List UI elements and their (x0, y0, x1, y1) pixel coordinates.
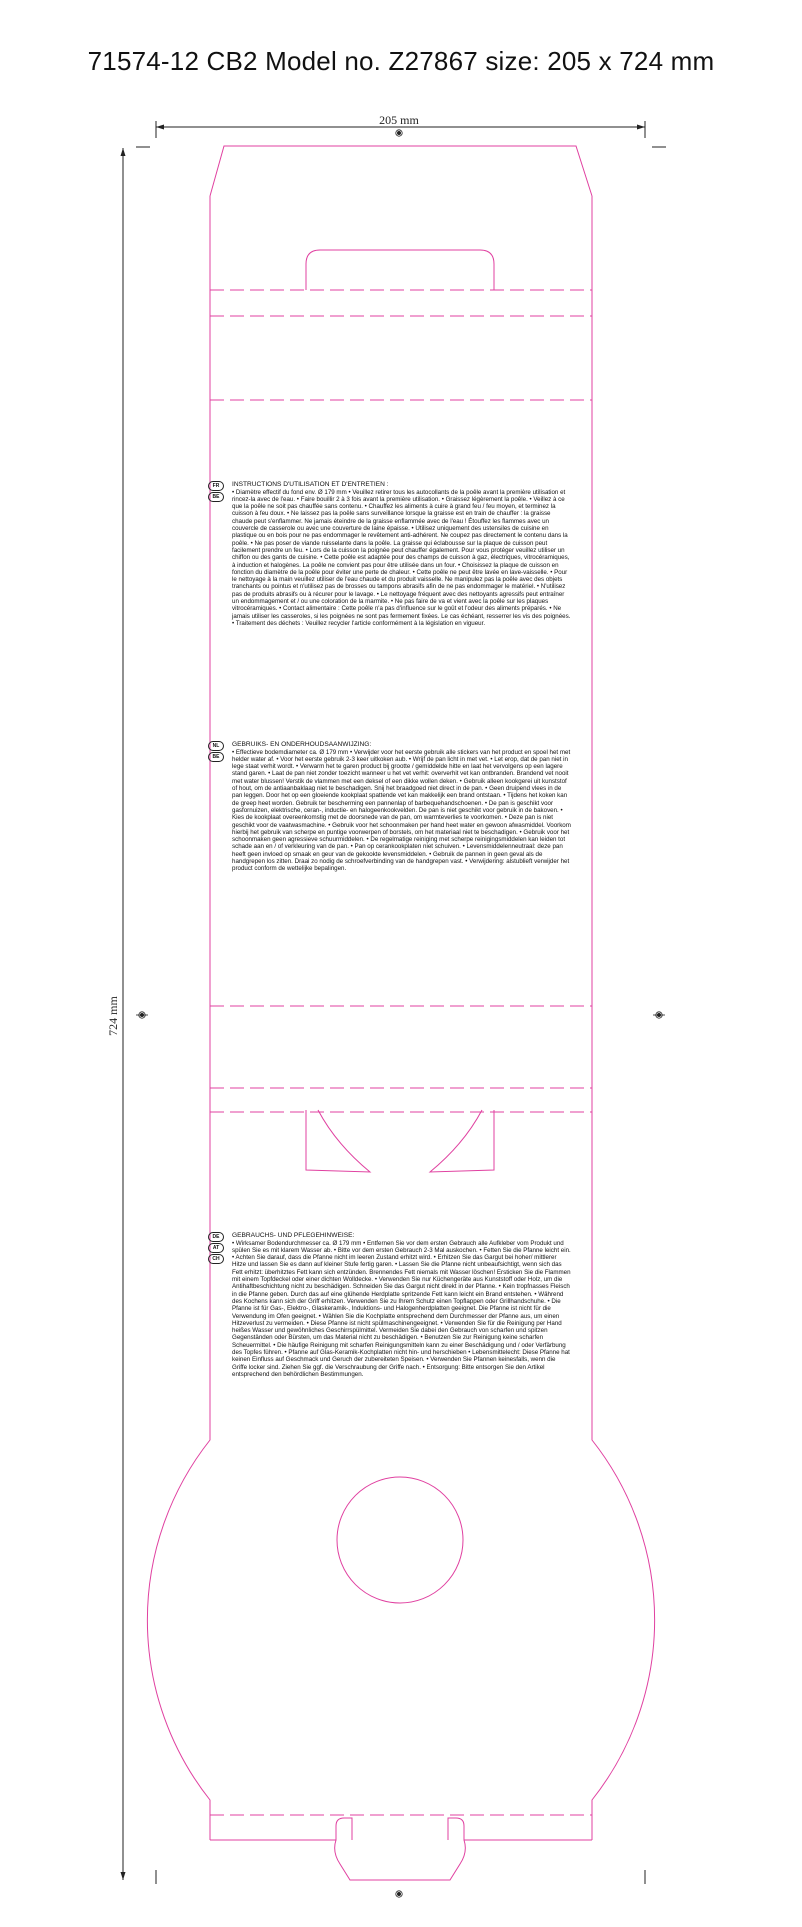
hook-cutout-right (430, 1110, 494, 1172)
page-title: 71574-12 CB2 Model no. Z27867 size: 205 x 724 mm (87, 46, 715, 76)
section-heading: GEBRAUCHS- UND PFLEGEHINWEISE: (232, 1232, 355, 1239)
country-badges (208, 1232, 226, 1265)
country-badges (208, 741, 226, 763)
dieline (147, 146, 654, 1880)
dimension-arrows (121, 125, 646, 1881)
left-body-edge (147, 196, 210, 1840)
top-handle-cutout (306, 250, 494, 290)
section-body: • Effectieve bodemdiameter ca. Ø 179 mm • Verwijder voor het eerste gebruik alle stickers van het product en spoel het met helder water af. • Voor het eerste gebruik 2-3 keer uitkoken aub. • Wrijf de pan licht in met vet. • Let erop, dat de pan niet in lege staat verhit wordt. • Verwarm het te garen product bij grootte / gemiddelde hitte en laat het vervolgens op een lagere stand garen. • Laat de pan niet zonder toezicht wanneer u het vet verhit: oververhit vet kan ontbranden. Brandend vet nooit met water blussen! Verstik de vlammen met een deksel of een dikke wollen deken. • Gebruik alleen kookgerei uit kunststof of hout, om de antiaanbaklaag niet te beschadigen. Snij het braadgoed niet direct in de pan. • Geen druipend vlees in de pan leggen. Door het op een gloeiende kookplaat spattende vet kan makkelijk een brand ontstaan. • Tijdens het koken kan de greep heet worden. Gebruik ter bescherming een pannenlap of barbequehandschoenen. • De pan is geschikt voor gasfornuizen, elektrische, ceran-, inductie- en halogeenkookvelden. De pan is niet geschikt voor gebruik in de bakoven. • Kies de kookplaat overeenkomstig met de doorsnede van de pan, om warmteverlies te voorkomen. • Deze pan is niet geschikt voor de vaatwasmachine. • Gebruik voor het schoonmaken per hand heet water en gewoon afwasmiddel. Voorkom hierbij het gebruik van scherpe en puntige voorwerpen of borstels, om het materiaal niet te beschadigen. • Gebruik voor het schoonmaken geen agressieve schuurmiddelen. • De regelmatige reiniging met scherpe reinigingsmiddelen kan leiden tot schade aan en / of verkleuring van de pan. • Pan op cerankookplaten niet schuiven. • Levensmiddelenneutraal: deze pan heeft geen invloed op smaak en geur van de gekookte levensmiddelen. • Gebruik de pannen in geen geval als de handgrepen los zitten. Draai zo nodig de schroefverbinding van de handgrepen vast. • Verwijdering: alstublieft verwijder het product conform de wettelijke bepalingen. (232, 748, 571, 873)
section-body: • Diamètre effectif du fond env. Ø 179 mm • Veuillez retirer tous les autocollants de la poêle avant la première utilisation et rincez-la avec de l'eau. • Faire bouillir 2 à 3 fois avant la première utilisation. • Graissez légèrement la poêle. • Veillez à ce que la poêle ne soit pas chauffée sans contenu. • Chauffez les aliments à cuire à grand feu / feu moyen, et terminez la cuisson à feu doux. • Ne laissez pas la poêle sans surveillance lorsque la graisse est en train de chauffer : la graisse chaude peut s'enflammer. Ne jamais éteindre de la graisse enflammée avec de l'eau ! Étouffez les flammes avec un couvercle de casserole ou avec une couverture de laine épaisse. • Utilisez uniquement des ustensiles de cuisine en plastique ou en bois pour ne pas endommager le revêtement anti-adhérent. Ne coupez pas directement le contenu dans la poêle. • Ne pas poser de viande ruisselante dans la poêle. La graisse qui éclabousse sur la plaque de cuisson peut facilement prendre un feu. • Lors de la cuisson la poignée peut chauffer également. Pour vous protéger veuillez utiliser un chiffon ou des gants de cuisine. • Cette poêle est adaptée pour des champs de cuisson à gaz, électriques, vitrocéramiques, à induction et halogènes. La poêle ne convient pas pour être utilisée dans un four. • Choisissez la plaque de cuisson en fonction du diamètre de la poêle pour éviter une perte de chaleur. • Cette poêle ne peut être lavée en lave-vaisselle. • Pour le nettoyage à la main veuillez utiliser de l'eau chaude et du produit vaisselle. Ne manipulez pas la poêle avec des objets tranchants ou pointus et n'utilisez pas de brosses ou tampons abrasifs afin de ne pas endommager le matériel. • N'utilisez pas de produits abrasifs ou à récurer pour le lavage. • Le nettoyage fréquent avec des nettoyants agressifs peut entraîner un endommagement et / ou une coloration de la marmite. • Ne pas faire de va et vient avec la poêle sur les plaques vitrocéramiques. • Contact alimentaire : Cette poêle n'a pas d'influence sur le goût et l'odeur des aliments préparés. • Ne jamais utiliser les casseroles, si les poignées ne sont pas fermement fixées. Le cas échéant, resserrer les vis des poignées. • Traitement des déchets : Veuillez recycler l'article conformément à la législation en vigueur. (232, 488, 571, 627)
section-body: • Wirksamer Bodendurchmesser ca. Ø 179 mm • Entfernen Sie vor dem ersten Gebrauch alle Aufkleber vom Produkt und spülen Sie es mit klarem Wasser ab. • Bitte vor dem ersten Gebrauch 2-3 Mal auskochen. • Fetten Sie die Pfanne leicht ein. • Achten Sie darauf, dass die Pfanne nicht im leeren Zustand erhitzt wird. • Erhitzen Sie das Gargut bei hoher/ mittlerer Hitze und lassen Sie es dann auf kleiner Stufe fertig garen. • Lassen Sie die Pfanne nicht unbeaufsichtigt, wenn sich das Fett erhitzt: überhitztes Fett kann sich entzünden. Brennendes Fett niemals mit Wasser löschen! Ersticken Sie die Flammen mit einem Topfdeckel oder einer dichten Wolldecke. • Verwenden Sie nur Küchengeräte aus Kunststoff oder Holz, um die Antihaftbeschichtung nicht zu beschädigen. Schneiden Sie das Gargut nicht direkt in der Pfanne. • Kein tropfnasses Fleisch in die Pfanne geben. Durch das auf eine glühende Herdplatte spritzende Fett kann leicht ein Brand entstehen. • Während des Kochens kann sich der Griff erhitzen. Verwenden Sie zu Ihrem Schutz einen Topflappen oder Grillhandschuhe. • Die Pfanne ist für Gas-, Elektro-, Glaskeramik-, Induktions- und Halogenherdplatten geeignet. Die Pfanne ist nicht für die Verwendung im Ofen geeignet. • Wählen Sie die Kochplatte entsprechend dem Durchmesser der Pfanne aus, um einen Hitzeverlust zu vermeiden. • Diese Pfanne ist nicht spülmaschinengeeignet. • Verwenden Sie für die Reinigung per Hand heißes Wasser und gewöhnliches Geschirrspülmittel. Vermeiden Sie dabei den Gebrauch von scharfen und spitzen Gegenständen oder Bürsten, um das Material nicht zu beschädigen. • Benutzen Sie zur Reinigung keine scharfen Scheuermittel. • Die häufige Reinigung mit scharfen Reinigungsmitteln kann zu einer Beschädigung und / oder Verfärbung des Topfes führen. • Pfanne auf Glas-Keramik-Kochplatten nicht hin- und herschieben • Lebensmittelecht: Diese Pfanne hat keinen Einfluss auf Geschmack und Geruch der zubereiteten Speisen. • Verwenden Sie Pfannen keinesfalls, wenn die Griffe locker sind. Ziehen Sie ggf. die Verschraubung der Griffe nach. • Entsorgung: Bitte entsorgen Sie den Artikel entsprechend den behördlichen Bestimmungen. (232, 1239, 571, 1378)
height-label: 724 mm (106, 996, 120, 1036)
arrow-left (156, 125, 164, 130)
country-badge: NL (208, 741, 224, 751)
country-badges (208, 481, 226, 503)
hanging-circle-cutout (337, 1477, 463, 1603)
country-badge: FR (208, 481, 224, 491)
section-heading: INSTRUCTIONS D'UTILISATION ET D'ENTRETIEN : (232, 481, 389, 488)
instructions-de (212, 1232, 572, 1378)
country-badge: AT (208, 1243, 224, 1253)
arrow-right (637, 125, 645, 130)
instructions-fr (212, 481, 572, 627)
hook-cutout-left (306, 1110, 370, 1172)
right-body-edge (592, 196, 655, 1840)
bottom-tab-outline (210, 1818, 592, 1840)
arrow-bottom (121, 1872, 126, 1880)
dimension-lines (123, 121, 666, 1884)
country-badge: BE (208, 492, 224, 502)
section-heading: GEBRUIKS- EN ONDERHOUDSAANWIJZING: (232, 741, 372, 748)
width-label: 205 mm (379, 113, 419, 127)
instructions-nl (212, 741, 572, 873)
country-badge: CH (208, 1254, 224, 1264)
country-badge: DE (208, 1232, 224, 1242)
bottom-tab (335, 1840, 466, 1880)
registration-marks (136, 130, 665, 1897)
top-flap-outline (210, 146, 592, 196)
country-badge: BE (208, 752, 224, 762)
arrow-top (121, 148, 126, 156)
